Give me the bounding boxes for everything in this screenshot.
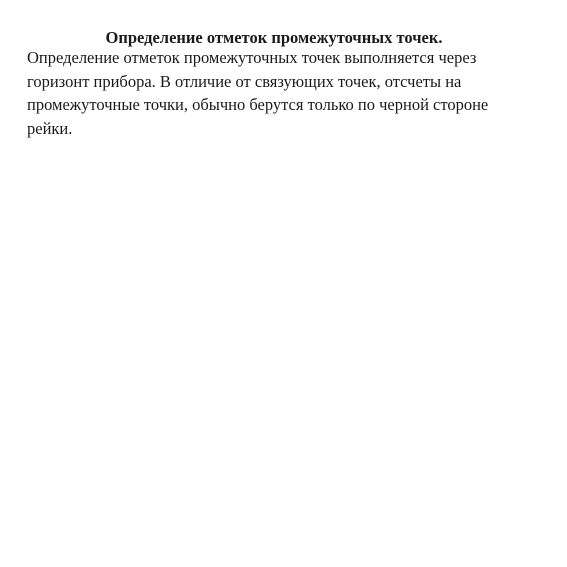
paragraph xyxy=(27,46,547,140)
paragraph-line: промежуточные точки, обычно берутся только по черной стороне xyxy=(27,95,489,114)
paragraph-line: Определение отметок промежуточных точек выполняется через xyxy=(27,48,477,67)
section-heading: Определение отметок промежуточных точек. xyxy=(105,28,443,47)
paragraph-line: горизонт прибора. В отличие от связующих точек, отсчеты на xyxy=(27,71,462,91)
paragraph-line: рейки. xyxy=(27,118,73,138)
